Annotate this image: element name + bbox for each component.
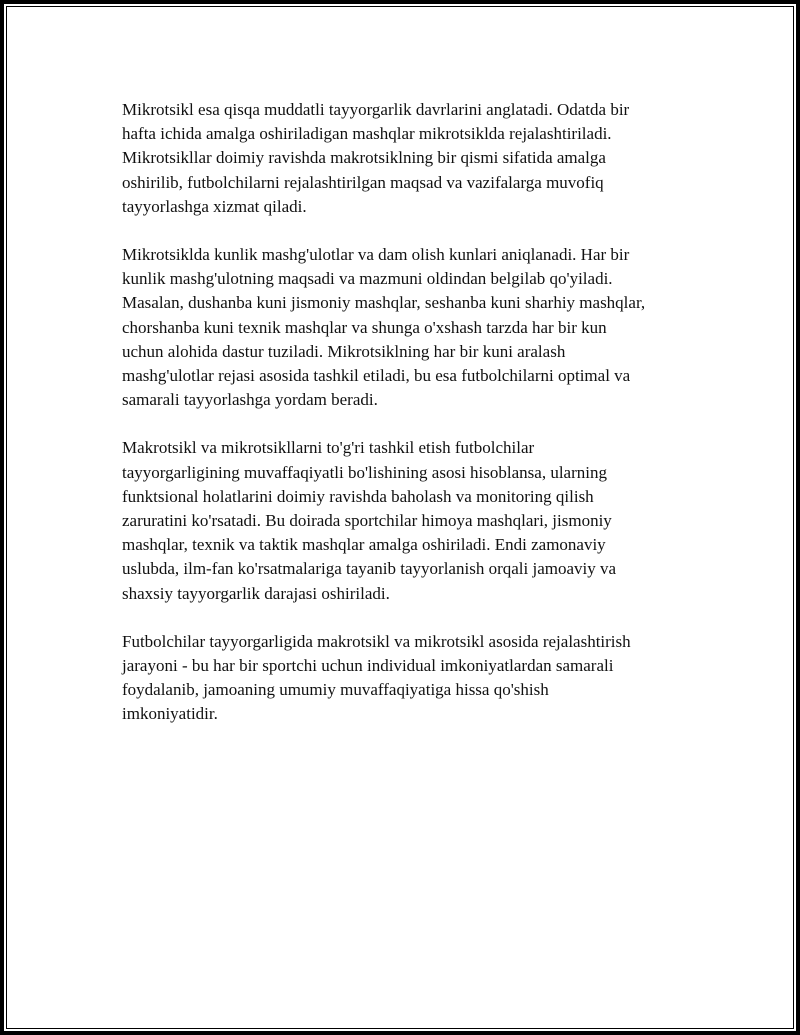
text-line: Mikrotsikllar doimiy ravishda makrotsiklning bir qismi sifatida amalga <box>122 148 606 168</box>
text-line: Mikrotsikl esa qisqa muddatli tayyorgarlik davrlarini anglatadi. Odatda bir <box>122 100 630 119</box>
text-line: shaxsiy tayyorgarlik darajasi oshiriladi. <box>122 583 390 603</box>
text-line: Futbolchilar tayyorgarligida makrotsikl va mikrotsikl asosida rejalashtirish <box>122 631 631 651</box>
text-line: oshirilib, futbolchilarni rejalashtirilgan maqsad va vazifalarga muvofiq <box>122 172 604 192</box>
text-line: chorshanba kuni texnik mashqlar va shunga o'xshash tarzda har bir kun <box>122 317 607 337</box>
text-line: Makrotsikl va mikrotsikllarni to'g'ri tashkil etish futbolchilar <box>122 438 535 458</box>
text-line: uchun alohida dastur tuziladi. Mikrotsiklning har bir kuni aralash <box>122 341 566 361</box>
text-line: foydalanib, jamoaning umumiy muvaffaqiyatiga hissa qo'shish <box>122 680 549 700</box>
text-line: tayyorlashga xizmat qiladi. <box>122 196 307 216</box>
text-line: zaruratini ko'rsatadi. Bu doirada sportchilar himoya mashqlari, jismoniy <box>122 511 612 531</box>
text-line: mashg'ulotlar rejasi asosida tashkil etiladi, bu esa futbolchilarni optimal va <box>122 366 631 386</box>
paragraph-3 <box>122 436 707 605</box>
text-line: funktsional holatlarini doimiy ravishda baholash va monitoring qilish <box>122 486 594 506</box>
text-line: samarali tayyorlashga yordam beradi. <box>122 390 378 410</box>
document-body <box>122 98 707 751</box>
text-line: Masalan, dushanba kuni jismoniy mashqlar, seshanba kuni sharhiy mashqlar, <box>122 293 646 313</box>
paragraph-1 <box>122 98 707 219</box>
text-line: mashqlar, texnik va taktik mashqlar amalga oshiriladi. Endi zamonaviy <box>122 535 606 555</box>
paragraph-4 <box>122 630 707 727</box>
text-line: tayyorgarligining muvaffaqiyatli bo'lishining asosi hisoblansa, ularning <box>122 462 607 482</box>
text-line: imkoniyatidir. <box>122 704 218 724</box>
text-line: Mikrotsiklda kunlik mashg'ulotlar va dam olish kunlari aniqlanadi. Har bir <box>122 245 630 265</box>
paragraph-2 <box>122 243 707 412</box>
text-line: kunlik mashg'ulotning maqsadi va mazmuni oldindan belgilab qo'yiladi. <box>122 269 613 289</box>
text-line: uslubda, ilm-fan ko'rsatmalariga tayanib tayyorlanish orqali jamoaviy va <box>122 559 617 579</box>
text-line: hafta ichida amalga oshiriladigan mashqlar mikrotsiklda rejalashtiriladi. <box>122 124 612 144</box>
text-line: jarayoni - bu har bir sportchi uchun individual imkoniyatlardan samarali <box>122 656 614 676</box>
